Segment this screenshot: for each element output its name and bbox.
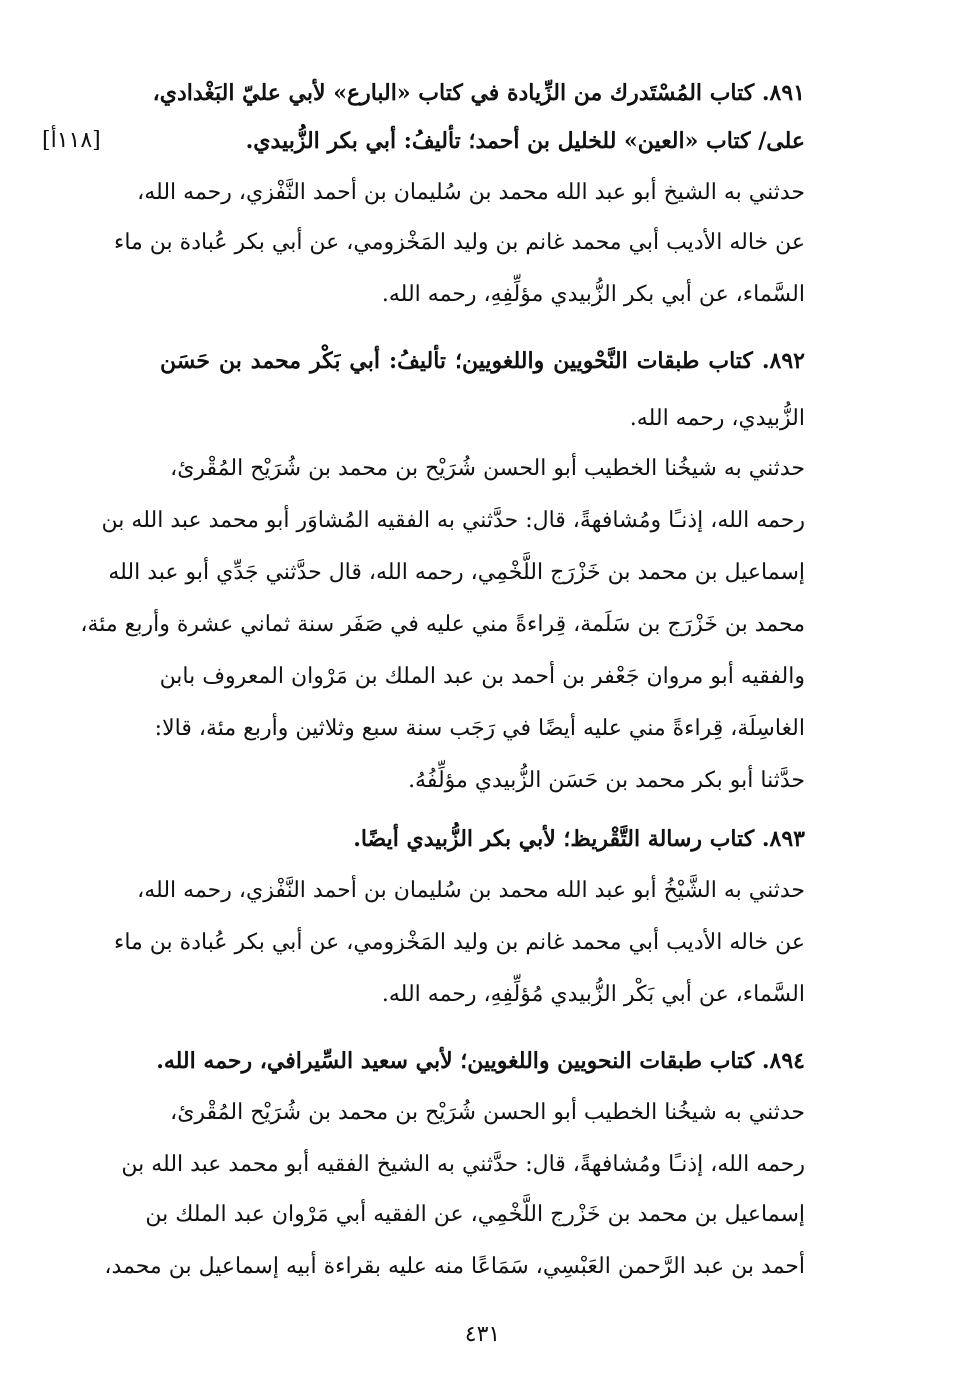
entry-891-heading-line-1: ٨٩١. كتاب المُسْتَدرك من الزِّيادة في كتاب «البارع» لأبي عليّ البَغْدادي، xyxy=(152,80,805,106)
text-line: إسماعيل بن محمد بن خَزْرج اللَّخْمِي، عن الفقيه أبي مَرْوان عبد الملك بن xyxy=(145,1202,805,1227)
text-line: حدَّثنا أبو بكر محمد بن حَسَن الزُّبيدي مؤلِّفُهُ. xyxy=(408,768,805,793)
entry-893-heading: ٨٩٣. كتاب رسالة التَّقْريظ؛ لأبي بكر الزُّبيدي أيضًا. xyxy=(353,826,805,852)
entry-894-heading: ٨٩٤. كتاب طبقات النحويين واللغويين؛ لأبي سعيد السِّيرافي، رحمه الله. xyxy=(156,1048,805,1074)
text-line: إسماعيل بن محمد بن خَزْرَج اللَّخْمِي، رحمه الله، قال حدَّثني جَدِّي أبو عبد الله xyxy=(108,560,805,585)
text-line: السَّماء، عن أبي بَكْر الزُّبيدي مُؤلِّفِهِ، رحمه الله. xyxy=(381,982,805,1007)
text-line: أحمد بن عبد الرَّحمن العَبْسِي، سَمَاعًا منه عليه بقراءة أبيه إسماعيل بن محمد، xyxy=(104,1254,805,1279)
folio-marker: [١١٨أ] xyxy=(42,128,101,153)
text-line: رحمه الله، إذنـًا ومُشافهةً، قال: حدَّثني به الشيخ الفقيه أبو محمد عبد الله بن xyxy=(121,1152,805,1177)
text-line: رحمه الله، إذنـًا ومُشافهةً، قال: حدَّثني به الفقيه المُشاوَر أبو محمد عبد الله بن xyxy=(101,508,805,533)
text-line: حدثني به شيخُنا الخطيب أبو الحسن شُرَيْح بن محمد بن شُرَيْح المُقْرئ، xyxy=(170,1100,805,1125)
text-line: السَّماء، عن أبي بكر الزُّبيدي مؤلِّفِهِ، رحمه الله. xyxy=(381,282,805,307)
text-line: والفقيه أبو مروان جَعْفر بن أحمد بن عبد الملك بن مَرْوان المعروف بابن xyxy=(159,664,805,689)
entry-892-heading-line-1: ٨٩٢. كتاب طبقات النَّحْويين واللغويين؛ تأليفُ: أبي بَكْر محمد بن حَسَن xyxy=(160,348,805,374)
page-number: ٤٣١ xyxy=(464,1322,501,1347)
text-line: محمد بن خَزْرَج بن سَلَمة، قِراءةً مني عليه في صَفَر سنة ثماني عشرة وأربع مئة، xyxy=(80,612,805,637)
text-line: عن خاله الأديب أبي محمد غانم بن وليد المَخْزومي، عن أبي بكر عُبادة بن ماء xyxy=(113,930,805,955)
text-line: حدثني به الشَّيْخُ أبو عبد الله محمد بن سُليمان بن أحمد النَّفْزي، رحمه الله، xyxy=(137,878,805,903)
entry-891-heading-line-2: على/ كتاب «العين» للخليل بن أحمد؛ تأليفُ: أبي بكر الزُّبيدي. xyxy=(245,128,805,154)
text-line: عن خاله الأديب أبي محمد غانم بن وليد المَخْزومي، عن أبي بكر عُبادة بن ماء xyxy=(113,230,805,255)
text-line: الزُّبيدي، رحمه الله. xyxy=(629,406,805,431)
text-line: حدثني به شيخُنا الخطيب أبو الحسن شُرَيْح بن محمد بن شُرَيْح المُقْرئ، xyxy=(170,456,805,481)
text-line: الغاسِلَة، قِراءةً مني عليه أيضًا في رَجَب سنة سبع وثلاثين وأربع مئة، قالا: xyxy=(154,716,805,741)
text-line: حدثني به الشيخ أبو عبد الله محمد بن سُليمان بن أحمد النَّفْزي، رحمه الله، xyxy=(137,180,805,205)
